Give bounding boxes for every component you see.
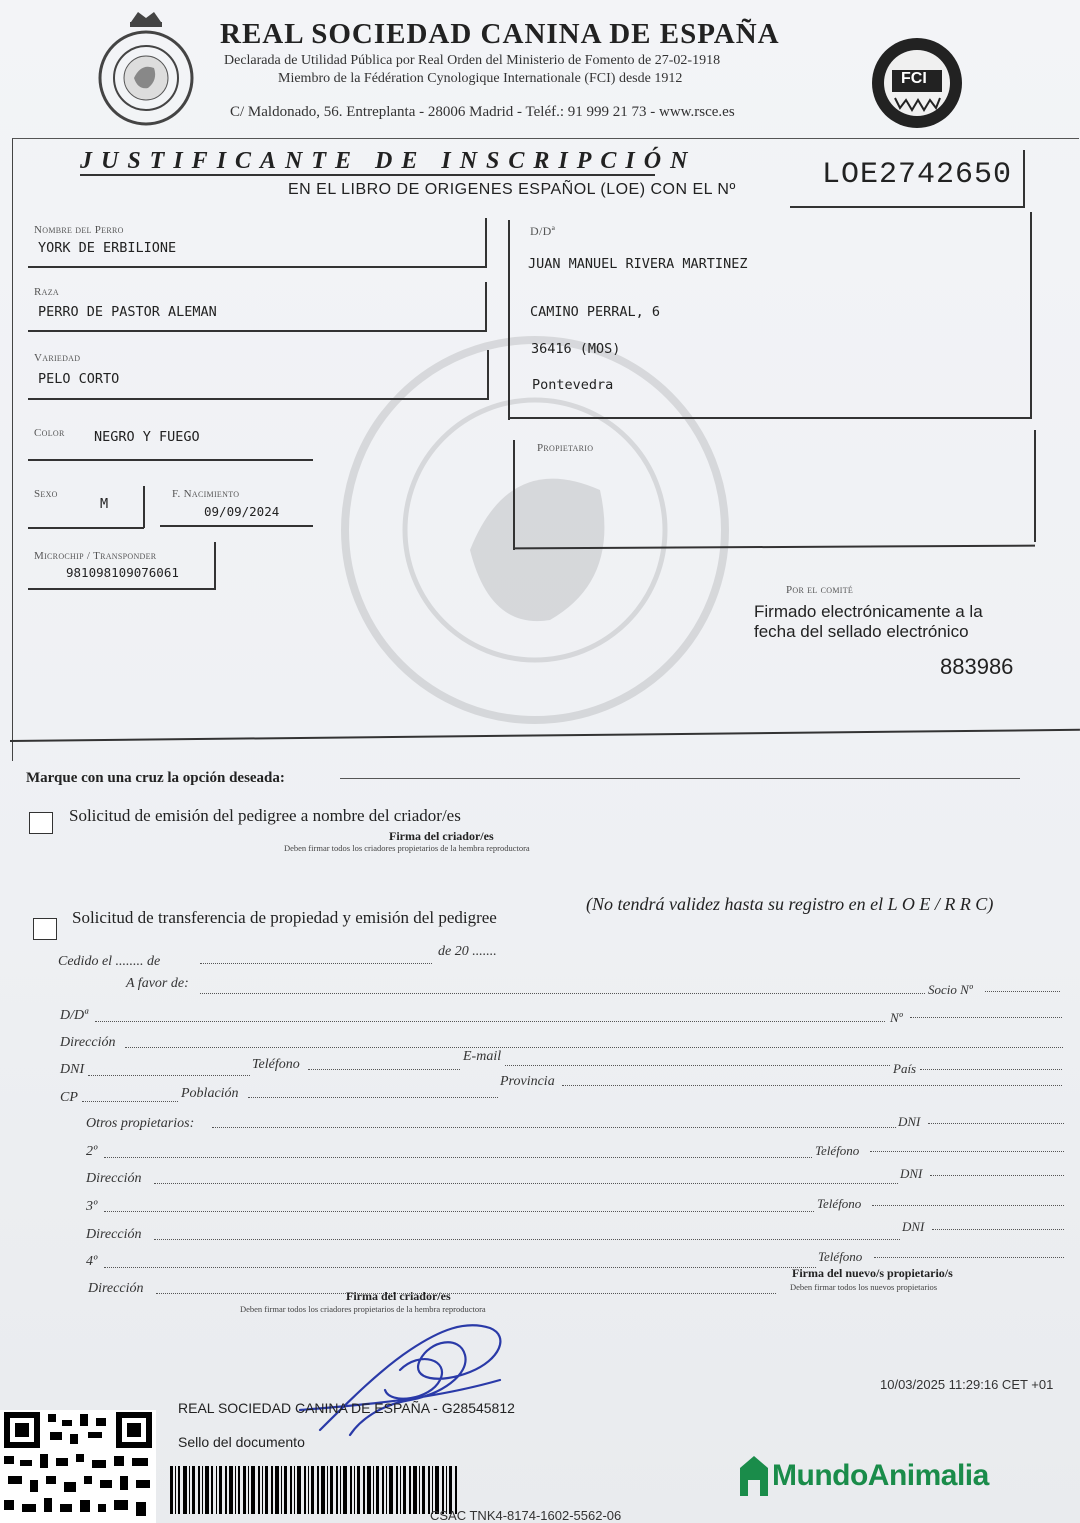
- chip-right: [214, 542, 216, 588]
- owner4-name-dots[interactable]: [104, 1266, 816, 1268]
- owner3-name-dots[interactable]: [104, 1210, 814, 1212]
- color-line: [28, 459, 313, 461]
- socio-label: Socio Nº: [928, 982, 973, 997]
- birth-line: [160, 525, 313, 527]
- owner2-dni-label: DNI: [900, 1166, 923, 1181]
- de20-label: de 20 .......: [438, 944, 497, 959]
- email-label: E-mail: [463, 1049, 502, 1064]
- owner-title-label: D/Dª: [530, 224, 556, 238]
- nuevo-firma-label: Firma del nuevo/s propietario/s: [792, 1266, 953, 1280]
- barcode-icon: [170, 1466, 458, 1514]
- telefono-dots[interactable]: [308, 1068, 460, 1070]
- option1-firma-label: Firma del criador/es: [389, 829, 494, 843]
- variety-value: PELO CORTO: [38, 371, 120, 387]
- owner3-direccion-label: Dirección: [86, 1227, 142, 1242]
- no-dots[interactable]: [910, 1016, 1062, 1018]
- sex-right: [143, 486, 145, 528]
- declaration-line: Declarada de Utilidad Pública por Real Orden del Ministerio de Fomento de 27-02-1918: [224, 53, 721, 68]
- propietario-box-right: [1034, 430, 1036, 542]
- fci-logo-text: FCI: [901, 70, 927, 87]
- org-name: REAL SOCIEDAD CANINA DE ESPAÑA: [220, 18, 780, 50]
- fci-member-line: Miembro de la Fédération Cynologique Internationale (FCI) desde 1912: [278, 71, 683, 86]
- loe-box-right: [1023, 150, 1025, 208]
- owner3-telefono-label: Teléfono: [817, 1196, 862, 1211]
- option2-checkbox[interactable]: [33, 918, 57, 940]
- validity-note: (No tendrá validez hasta su registro en el L O E / R R C): [586, 894, 994, 914]
- form-title: JUSTIFICANTE DE INSCRIPCIÓN: [80, 148, 697, 174]
- pais-label: País: [893, 1061, 917, 1076]
- dog-name-right: [485, 218, 487, 268]
- committee-line2: fecha del sellado electrónico: [754, 622, 969, 641]
- seal-line2: Sello del documento: [178, 1434, 305, 1450]
- sex-label: Sexo: [34, 488, 58, 500]
- dog-name-label: Nombre del Perro: [34, 224, 124, 236]
- direccion-label: Dirección: [60, 1035, 116, 1050]
- chip-line: [28, 588, 216, 590]
- handwritten-signature: [290, 1310, 520, 1450]
- seal-line1: REAL SOCIEDAD CANINA DE ESPAÑA - G28545812: [178, 1400, 515, 1416]
- poblacion-label: Población: [181, 1086, 239, 1101]
- owner4-direccion-dots[interactable]: [156, 1292, 776, 1294]
- criador-firma-note: Deben firmar todos los criadores propietarios de la hembra reproductora: [240, 1304, 486, 1314]
- owner4-number: 4º: [86, 1254, 98, 1269]
- variety-right: [487, 350, 489, 400]
- color-label: Color: [34, 427, 65, 439]
- favor-dots[interactable]: [200, 992, 925, 994]
- owner2-telefono-dots[interactable]: [870, 1150, 1064, 1152]
- owner-box-right: [1030, 212, 1032, 418]
- owner2-direccion-dots[interactable]: [154, 1182, 898, 1184]
- dog-name-line: [28, 266, 486, 268]
- rsce-seal-icon: [96, 8, 196, 128]
- owner3-number: 3º: [86, 1199, 98, 1214]
- dni-dots[interactable]: [88, 1074, 250, 1076]
- owner2-name-dots[interactable]: [104, 1156, 812, 1158]
- pais-dots[interactable]: [920, 1068, 1062, 1070]
- option2-label: Solicitud de transferencia de propiedad y emisión del pedigree: [72, 908, 497, 927]
- cedido-label: Cedido el ........ de: [58, 954, 161, 969]
- criador-firma-label: Firma del criador/es: [346, 1289, 451, 1303]
- owner3-dni-dots[interactable]: [932, 1228, 1064, 1230]
- owner3-dni-label: DNI: [902, 1219, 925, 1234]
- cedido-dots: [200, 962, 432, 964]
- owner-street: CAMINO PERRAL, 6: [530, 304, 661, 320]
- options-heading: Marque con una cruz la opción deseada:: [26, 770, 285, 786]
- address-line: C/ Maldonado, 56. Entreplanta - 28006 Madrid - Teléf.: 91 999 21 73 - www.rsce.es: [230, 104, 735, 120]
- loe-box-bottom: [790, 206, 1025, 208]
- breed-line: [28, 330, 486, 332]
- propietario-box-left: [513, 440, 515, 550]
- owner2-dni-dots[interactable]: [930, 1174, 1064, 1176]
- owner4-direccion-label: Dirección: [88, 1281, 144, 1296]
- sex-line: [28, 527, 144, 529]
- qr-code-icon[interactable]: [0, 1410, 156, 1523]
- otros-label: Otros propietarios:: [86, 1116, 195, 1131]
- mundoanimalia-logo-icon: [736, 1452, 772, 1496]
- owner3-telefono-dots[interactable]: [872, 1204, 1064, 1206]
- variety-line: [28, 398, 488, 400]
- color-value: NEGRO Y FUEGO: [94, 429, 200, 445]
- committee-number: 883986: [940, 654, 1014, 679]
- owner2-number: 2º: [86, 1144, 98, 1159]
- propietario-label: Propietario: [537, 442, 594, 454]
- chip-label: Microchip / Transponder: [34, 550, 157, 562]
- csv-code: CSAC TNK4-8174-1602-5562-06: [430, 1508, 622, 1523]
- owner-name: JUAN MANUEL RIVERA MARTINEZ: [528, 256, 748, 272]
- owner-box-bottom: [508, 417, 1032, 419]
- otros-dni-label: DNI: [898, 1114, 921, 1129]
- owner4-telefono-label: Teléfono: [818, 1249, 863, 1264]
- favor-label: A favor de:: [126, 976, 189, 991]
- no-label: Nº: [890, 1010, 903, 1025]
- owner-province: Pontevedra: [532, 377, 614, 393]
- owner4-telefono-dots[interactable]: [874, 1256, 1064, 1258]
- breed-right: [485, 282, 487, 332]
- owner2-telefono-label: Teléfono: [815, 1143, 860, 1158]
- breed-label: Raza: [34, 286, 59, 298]
- otros-dni-dots[interactable]: [928, 1122, 1064, 1124]
- mundoanimalia-brand: MundoAnimalia: [772, 1459, 989, 1492]
- title-underline: [80, 174, 655, 176]
- timestamp: 10/03/2025 11:29:16 CET +01: [880, 1377, 1054, 1392]
- telefono-label: Teléfono: [252, 1057, 300, 1072]
- direccion-dots[interactable]: [125, 1046, 1063, 1048]
- dd-dots[interactable]: [95, 1020, 885, 1022]
- form-subtitle: EN EL LIBRO DE ORIGENES ESPAÑOL (LOE) CON EL Nº: [288, 181, 736, 198]
- owner2-direccion-label: Dirección: [86, 1171, 142, 1186]
- nuevo-firma-note: Deben firmar todos los nuevos propietarios: [790, 1282, 938, 1292]
- owner3-direccion-dots[interactable]: [154, 1238, 900, 1240]
- chip-value: 981098109076061: [66, 565, 179, 580]
- committee-line1: Firmado electrónicamente a la: [754, 602, 983, 621]
- birth-value: 09/09/2024: [204, 504, 280, 519]
- option1-firma-note: Deben firmar todos los criadores propietarios de la hembra reproductora: [284, 843, 530, 853]
- email-dots[interactable]: [505, 1064, 890, 1066]
- cp-dots[interactable]: [82, 1100, 178, 1102]
- breed-value: PERRO DE PASTOR ALEMAN: [38, 304, 217, 320]
- poblacion-dots[interactable]: [248, 1096, 498, 1098]
- committee-label: Por el comité: [786, 584, 854, 596]
- dni-label: DNI: [60, 1062, 85, 1077]
- dd-label: D/Dª: [60, 1008, 88, 1023]
- otros-dots[interactable]: [212, 1126, 896, 1128]
- owner-postal: 36416 (MOS): [531, 341, 621, 357]
- loe-number: LOE2742650: [822, 158, 1013, 192]
- provincia-dots[interactable]: [562, 1084, 1062, 1086]
- owner-box-left: [508, 220, 510, 420]
- dog-name: YORK DE ERBILIONE: [38, 240, 177, 256]
- variety-label: Variedad: [34, 352, 81, 364]
- cp-label: CP: [60, 1090, 78, 1105]
- provincia-label: Provincia: [500, 1074, 555, 1089]
- option1-label: Solicitud de emisión del pedigree a nombre del criador/es: [69, 806, 461, 825]
- options-heading-line: [340, 778, 1020, 779]
- sex-value: M: [100, 496, 109, 512]
- socio-dots[interactable]: [985, 990, 1060, 992]
- birth-label: F. Nacimiento: [172, 488, 240, 500]
- option1-checkbox[interactable]: [29, 812, 53, 834]
